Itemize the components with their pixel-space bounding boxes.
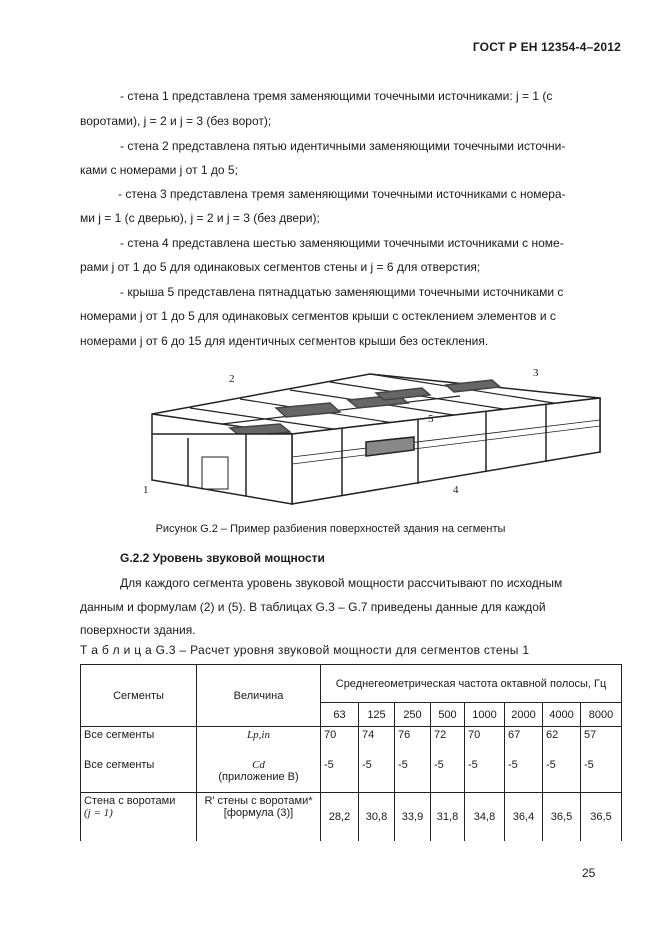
freq-cell: 2000 — [505, 703, 543, 727]
freq-cell: 125 — [359, 703, 395, 727]
value-cell: 34,8 — [465, 793, 505, 841]
freq-cell: 500 — [431, 703, 465, 727]
value-cell: 36,5 — [543, 793, 581, 841]
body-line: - стена 1 представлена тремя заменяющими точечными источниками: j = 1 (с — [120, 89, 553, 103]
body-line: - крыша 5 представлена пятнадцатью заменяющими точечными источниками с — [120, 285, 564, 299]
value-cell: -5 — [465, 757, 505, 793]
value-cell: 36,5 — [581, 793, 622, 841]
quantity-symbol: R' стены с воротами* — [204, 795, 313, 807]
figure-label-4: 4 — [453, 484, 459, 496]
segment-note: (j = 1) — [84, 807, 113, 819]
value-cell: -5 — [505, 757, 543, 793]
value-cell: -5 — [431, 757, 465, 793]
segment-cell — [81, 793, 197, 841]
value-cell: 70 — [321, 727, 359, 757]
section-para-line: Для каждого сегмента уровень звуковой мощности рассчитывают по исходным — [120, 576, 563, 590]
value-cell: -5 — [395, 757, 431, 793]
quantity-cell — [197, 757, 321, 793]
value-cell: 67 — [505, 727, 543, 757]
value-cell: 36,4 — [505, 793, 543, 841]
freq-cell: 8000 — [581, 703, 622, 727]
table-caption: Т а б л и ц а G.3 – Расчет уровня звуковой мощности для сегментов стены 1 — [80, 643, 530, 657]
table-g3 — [80, 664, 622, 841]
body-line: ками с номерами j от 1 до 5; — [80, 163, 238, 177]
page-number: 25 — [582, 866, 596, 880]
body-line: - стена 4 представлена шестью заменяющими точечными источниками с номе- — [120, 236, 564, 250]
table-row — [81, 793, 622, 841]
header-segments: Сегменты — [81, 665, 197, 727]
figure-caption: Рисунок G.2 – Пример разбиения поверхностей здания на сегменты — [155, 523, 506, 535]
value-cell: 62 — [543, 727, 581, 757]
body-line: ми j = 1 (с дверью), j = 2 и j = 3 (без двери); — [80, 211, 320, 225]
section-para-line: данным и формулам (2) и (5). В таблицах G.3 – G.7 приведены данные для каждой — [80, 600, 546, 614]
value-cell: 70 — [465, 727, 505, 757]
building-segment-figure — [130, 360, 610, 520]
segment-label: Стена с воротами — [84, 795, 176, 807]
body-line: номерами j от 1 до 5 для одинаковых сегментов крыши с остеклением элементов и с — [80, 309, 556, 323]
value-cell: 74 — [359, 727, 395, 757]
table-row — [81, 727, 622, 757]
body-line: рами j от 1 до 5 для одинаковых сегментов стены и j = 6 для отверстия; — [80, 260, 481, 274]
value-cell: -5 — [581, 757, 622, 793]
value-cell: 28,2 — [321, 793, 359, 841]
segment-cell: Все сегменты — [81, 757, 197, 793]
figure-label-1: 1 — [143, 484, 149, 496]
figure-label-5: 5 — [428, 413, 434, 425]
value-cell: 57 — [581, 727, 622, 757]
document-header: ГОСТ Р ЕН 12354-4–2012 — [472, 40, 621, 54]
value-cell: 76 — [395, 727, 431, 757]
header-quantity: Величина — [197, 665, 321, 727]
table-row — [81, 757, 622, 793]
value-cell: -5 — [543, 757, 581, 793]
body-line: - стена 3 представлена тремя заменяющими точечными источниками с номера- — [118, 187, 566, 201]
segment-cell: Все сегменты — [81, 727, 197, 757]
body-line: - стена 2 представлена пятью идентичными заменяющими точечными источни- — [120, 139, 566, 153]
freq-cell: 1000 — [465, 703, 505, 727]
freq-cell: 63 — [321, 703, 359, 727]
quantity-note: (приложение В) — [218, 770, 299, 783]
value-cell: -5 — [321, 757, 359, 793]
quantity-note: [формула (3)] — [223, 807, 294, 819]
figure-label-2: 2 — [229, 373, 235, 385]
body-line: номерами j от 6 до 15 для идентичных сегментов крыши без остекления. — [80, 334, 489, 348]
quantity-symbol: Cd — [252, 758, 265, 771]
section-para-line: поверхности здания. — [80, 623, 196, 637]
freq-cell: 4000 — [543, 703, 581, 727]
value-cell: -5 — [359, 757, 395, 793]
body-line: воротами), j = 2 и j = 3 (без ворот); — [80, 114, 272, 128]
section-heading: G.2.2 Уровень звуковой мощности — [120, 551, 325, 565]
freq-cell: 250 — [395, 703, 431, 727]
value-cell: 31,8 — [431, 793, 465, 841]
quantity-cell — [197, 793, 321, 841]
header-frequency: Среднегеометрическая частота октавной полосы, Гц — [321, 665, 622, 703]
figure-label-3: 3 — [533, 367, 539, 379]
wall-1 — [152, 434, 292, 504]
quantity-cell: Lp,in — [197, 727, 321, 757]
value-cell: 33,9 — [395, 793, 431, 841]
value-cell: 72 — [431, 727, 465, 757]
value-cell: 30,8 — [359, 793, 395, 841]
